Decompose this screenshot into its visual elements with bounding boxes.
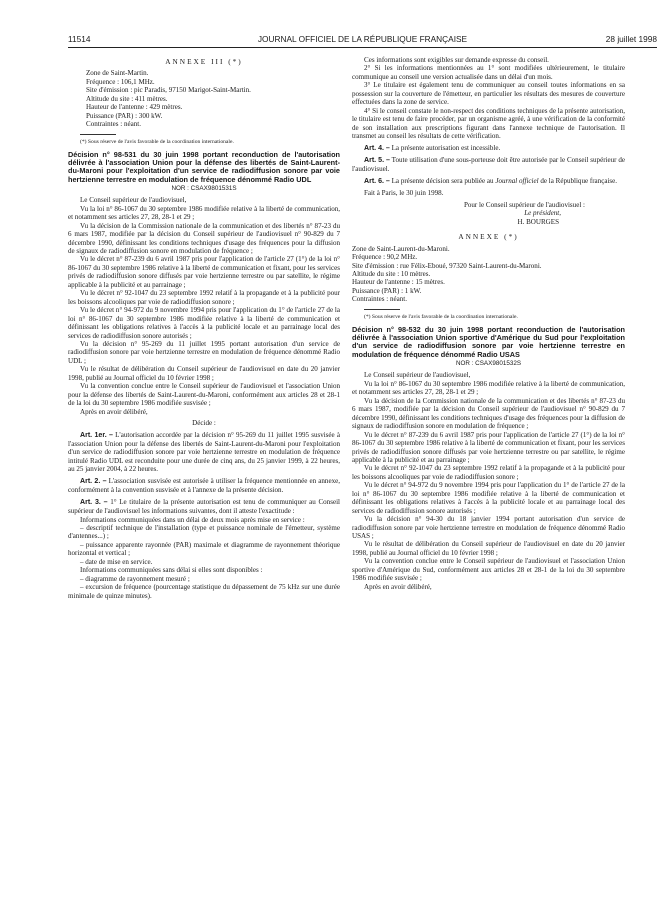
paragraph: Vu la convention conclue entre le Conseil supérieur de l'audiovisuel et l'association Union pour la défense des libertés de Saint-Laurent-du-Maroni, conformément aux articles 28 et 28-1 de la loi du 30 septembre 1986 modifiée susvisée ; [68, 382, 340, 408]
article-text: La présente décision sera publiée au [389, 176, 496, 185]
annexe-iii-title: ANNEXE III (*) [165, 57, 243, 66]
footnote: (*) Sous réserve de l'avis favorable de la coordination internationale. [364, 313, 518, 320]
paragraph: Vu le décret n° 92-1047 du 23 septembre 1992 relatif à la propagande et à la publicité pour les boissons alcooliques par voie de radiodiffusion sonore ; [352, 464, 625, 481]
article-text: La présente autorisation est incessible. [389, 143, 501, 152]
article-text: 1° Le titulaire de la présente autorisation est tenu de communiquer au Conseil supérieur de l'audiovisuel les informations suivantes, dont il atteste l'exactitude : [68, 497, 340, 516]
article-6 [352, 177, 625, 186]
article-label: Art. 6. – [364, 177, 390, 185]
paragraph: Vu le décret n° 94-972 du 9 novembre 1994 pris pour l'application du 1° de l'article 27 de la loi n° 86-1067 du 30 septembre 1986 modifiée relative à la liberté de communication et définissant les obligations relatives à l'accès à la publicité locale et au parrainage local des services de radiodiffusion sonore autorisés ; [68, 306, 340, 340]
annexe-line: Site d'émission : rue Félix-Eboué, 97320 Saint-Laurent-du-Maroni. [352, 261, 542, 270]
signature-name: H. BOURGES [517, 217, 559, 226]
annexe-line: Zone de Saint-Laurent-du-Maroni. [352, 244, 450, 253]
paragraph: Ces informations sont exigibles sur demande expresse du conseil. [364, 56, 549, 64]
decision-title: Décision n° 98-531 du 30 juin 1998 portant reconduction de l'autorisation délivrée à l'association Union pour la défense des libertés de Saint-Laurent-du-Maroni pour l'exploitation d'un service de radiodiffusion sonore par voie hertzienne terrestre en modulation de fréquence dénommé Radio UDL [68, 149, 340, 184]
annexe-line: Altitude du site : 411 mètres. [86, 94, 168, 103]
article-text: L'association susvisée est autorisée à utiliser la fréquence mentionnée en annexe, conformément à la convention susvisée et à l'annexe de la présente décision. [68, 476, 340, 495]
footnote-rule [364, 309, 400, 310]
decide-heading: Décide : [192, 419, 216, 428]
paragraph: 3° Le titulaire est également tenu de communiquer au conseil toutes informations en sa possession sur la couverture de l'émetteur, en particulier les résultats des mesures de couverture effectuées dans la zone de service. [352, 81, 625, 107]
annexe-line: Fréquence : 90,2 MHz. [352, 253, 418, 262]
fait-a-paris: Fait à Paris, le 30 juin 1998. [364, 189, 444, 198]
paragraph: Informations communiquées sans délai si elles sont disponibles : [80, 566, 263, 575]
annexe-details [352, 245, 625, 304]
annexe-iii-details [68, 69, 340, 128]
article-3 [68, 498, 340, 516]
list-item: – diagramme de rayonnement mesuré ; [80, 574, 190, 583]
annexe-title: ANNEXE (*) [458, 232, 519, 242]
paragraph: Vu le décret n° 94-972 du 9 novembre 1994 pris pour l'application du 1° de l'article 27 de la loi n° 86-1067 du 30 septembre 1986 modifiée relative à la liberté de communication et définissant les obligations relatives à l'accès à la publicité locale et au parrainage local des services de radiodiffusion sonore autorisés ; [352, 481, 625, 515]
header-rule [68, 47, 657, 48]
paragraph: Vu la décision de la Commission nationale de la communication et des libertés n° 87-23 du 6 mars 1987, modifiée par la décision du Conseil supérieur de l'audiovisuel n° 90-829 du 7 décembre 1990, définissant les conditions techniques d'usage des fréquences pour la diffusion de signaux de radiodiffusion sonore en modulation de fréquence ; [68, 221, 340, 255]
signature-line: Pour le Conseil supérieur de l'audiovisuel : [463, 200, 585, 209]
annexe-line: Altitude du site : 10 mètres. [352, 269, 431, 278]
annexe-line: Hauteur de l'antenne : 429 mètres. [86, 103, 183, 112]
paragraph: Vu la décision n° 95-269 du 11 juillet 1995 portant autorisation d'un service de radiodiffusion sonore par voie hertzienne terrestre en modulation de fréquence dénommé Radio UDL ; [68, 339, 340, 365]
list-item: – excursion de fréquence (pourcentage statistique du dépassement de 75 kHz sur une durée minimale de quinze minutes). [68, 583, 340, 600]
paragraph: Vu le résultat de délibération du Conseil supérieur de l'audiovisuel en date du 20 janvier 1998, publié au Journal officiel du 10 février 1998 ; [68, 365, 340, 382]
paragraph: Vu la décision de la Commission nationale de la communication et des libertés n° 87-23 du 6 mars 1987, modifiée par la décision du Conseil supérieur de l'audiovisuel n° 90-829 du 7 décembre 1990, définissant les conditions techniques d'usage des fréquences pour la diffusion de signaux de radiodiffusion sonore en modulation de fréquence ; [352, 396, 625, 431]
signature-title: Le président, [524, 209, 561, 218]
right-column [352, 56, 625, 591]
annexe-line: Puissance (PAR) : 300 kW. [86, 111, 163, 120]
article-text: de la République française. [538, 176, 618, 185]
nor-reference: NOR : CSAX9801531S [171, 184, 237, 192]
paragraph: Vu la décision n° 94-30 du 18 janvier 1994 portant autorisation d'un service de radiodiffusion sonore par voie hertzienne terrestre en modulation de fréquence dénommé Radio USAS ; [352, 515, 625, 541]
list-item: – descriptif technique de l'installation (type et puissance nominale de l'émetteur, système d'antennes...) ; [68, 524, 340, 541]
issue-date: 28 juillet 1998 [605, 34, 657, 44]
article-5 [352, 156, 625, 174]
paragraph: Vu le décret n° 87-239 du 6 avril 1987 pris pour l'application de l'article 27 (1°) de la loi n° 86-1067 du 30 septembre 1986 relative à la liberté de communication et fixant, pour les services privés de radiodiffusion sonore diffusés par voie hertzienne terrestre ou par satellite, le régime applicable à la publicité et au parrainage ; [68, 255, 340, 289]
article-2 [68, 477, 340, 495]
journal-name: Journal officiel [495, 176, 539, 185]
journal-title: JOURNAL OFFICIEL DE LA RÉPUBLIQUE FRANÇAISE [257, 34, 468, 44]
article-label: Art. 3. – [80, 498, 108, 506]
article-text: L'autorisation accordée par la décision n° 95-269 du 11 juillet 1995 susvisée à l'association Union pour la défense des libertés de Saint-Laurent-du-Maroni pour l'exploitation d'un service de radiodiffusion sonore par voie hertzienne terrestre en modulation de fréquence intitulé Radio UDL est reconduite pour une durée de cinq ans, du 25 janvier 1999, à 22 heures, au 25 janvier 2004, à 22 heures. [68, 430, 340, 474]
paragraph: Vu le décret n° 87-239 du 6 avril 1987 pris pour l'application de l'article 27 (1°) de la loi n° 86-1067 du 30 septembre 1986 relative à la liberté de communication et fixant, pour les services privés de radiodiffusion sonore diffusés par voie hertzienne terrestre ou par satellite, le régime applicable à la publicité et au parrainage ; [352, 430, 625, 464]
annexe-line: Fréquence : 106,1 MHz. [86, 77, 155, 86]
paragraph: Vu la loi n° 86-1067 du 30 septembre 1986 modifiée relative à la liberté de communication, et notamment ses articles 27, 28, 28-1 et 29 ; [68, 204, 340, 222]
paragraph: Après en avoir délibéré, [80, 407, 148, 416]
nor-reference: NOR : CSAX9801532S [455, 359, 522, 367]
annexe-line: Site d'émission : pic Paradis, 97150 Marigot-Saint-Martin. [86, 86, 251, 95]
page-number: 11514 [68, 34, 91, 44]
paragraph: Après en avoir délibéré, [364, 582, 432, 591]
article-4 [352, 144, 625, 153]
article-label: Art. 5. – [364, 156, 390, 164]
paragraph: Informations communiquées dans un délai de deux mois après mise en service : [80, 515, 305, 524]
article-1 [68, 431, 340, 474]
list-item: – puissance apparente rayonnée (PAR) maximale et diagramme de rayonnement théorique horizontal et vertical ; [68, 540, 340, 558]
paragraph: Le Conseil supérieur de l'audiovisuel, [80, 196, 187, 205]
paragraph: Vu la convention conclue entre le Conseil supérieur de l'audiovisuel et l'association Union sportive d'Amérique du Sud, conformément aux articles 28 et 28-1 de la loi du 30 septembre 1986 modifiée susvisée ; [352, 557, 625, 583]
paragraph: 4° Si le conseil constate le non-respect des conditions techniques de la présente autorisation, le titulaire est tenu de faire procéder, par un organisme agréé, à une vérification de la conformité de son installation aux prescriptions figurant dans l'annexe technique de l'autorisation. Il transmet au conseil les résultats de cette vérification. [352, 106, 625, 141]
paragraph: Vu le décret n° 92-1047 du 23 septembre 1992 relatif à la propagande et à la publicité pour les boissons alcooliques par voie de radiodiffusion sonore ; [68, 289, 340, 306]
article-text: Toute utilisation d'une sous-porteuse doit être autorisée par le Conseil supérieur de l'audiovisuel. [352, 155, 625, 174]
footnote: (*) Sous réserve de l'avis favorable de la coordination internationale. [80, 138, 234, 145]
decision-title: Décision n° 98-532 du 30 juin 1998 portant reconduction de l'autorisation délivrée à l'association Union sportive d'Amérique du Sud pour l'exploitation d'un service de radiodiffusion sonore par voie hertzienne terrestre en modulation de fréquence dénommé Radio USAS [352, 324, 625, 359]
left-column [68, 56, 340, 600]
page-header [68, 34, 657, 48]
annexe-line: Zone de Saint-Martin. [86, 69, 149, 78]
paragraph: 2° Si les informations mentionnées au 1° sont modifiées ultérieurement, le titulaire communique au conseil une version actualisée dans un délai d'un mois. [352, 64, 625, 81]
list-item: – date de mise en service. [80, 557, 153, 566]
annexe-line: Puissance (PAR) : 1 kW. [352, 286, 422, 295]
paragraph: Le Conseil supérieur de l'audiovisuel, [364, 371, 471, 380]
article-label: Art. 4. – [364, 144, 390, 152]
footnote-rule [80, 134, 116, 135]
article-label: Art. 2. – [80, 477, 107, 485]
paragraph: Vu le résultat de délibération du Conseil supérieur de l'audiovisuel en date du 20 janvier 1998, publié au Journal officiel du 10 février 1998 ; [352, 540, 625, 557]
annexe-line: Contraintes : néant. [86, 120, 141, 129]
article-label: Art. 1er. – [80, 431, 113, 439]
paragraph: Vu la loi n° 86-1067 du 30 septembre 1986 modifiée relative à la liberté de communication, et notamment ses articles 27, 28, 28-1 et 29 ; [352, 379, 625, 397]
annexe-line: Contraintes : néant. [352, 295, 407, 304]
annexe-line: Hauteur de l'antenne : 15 mètres. [352, 278, 445, 287]
